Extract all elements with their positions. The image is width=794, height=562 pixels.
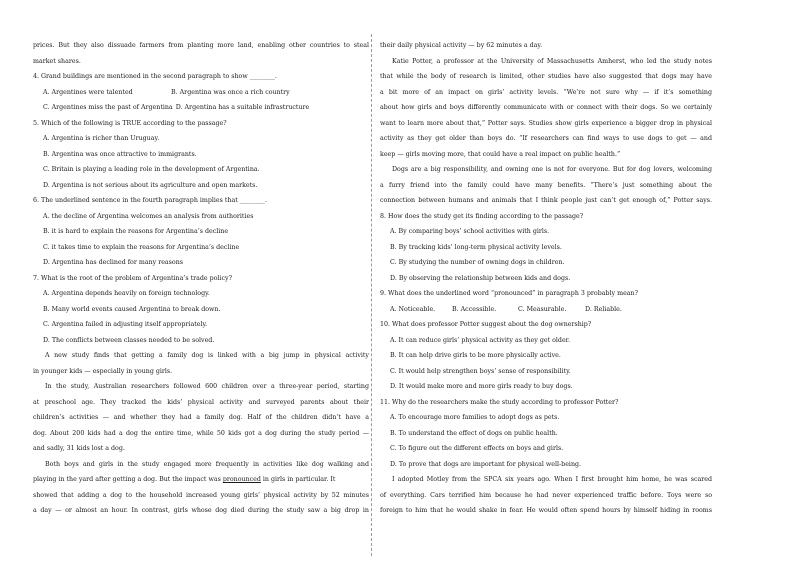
option-b: B. Accessible. xyxy=(452,305,497,313)
text-fragment: playing in the yard after getting a dog. But the impact was xyxy=(33,476,223,483)
question-6-stem: 6. The underlined sentence in the fourth paragraph implies that ________. xyxy=(33,197,267,204)
text-line: Katie Potter, a professor at the University of Massachusetts Amherst, who led the study notes xyxy=(392,57,712,65)
right-column xyxy=(380,38,712,519)
option-b: B. Argentina was once a rich country xyxy=(171,88,290,96)
option-d: D. By observing the relationship between kids and dogs. xyxy=(390,274,571,282)
question-8-stem: 8. How does the study get its finding according to the passage? xyxy=(380,212,584,220)
text-line: their daily physical activity — by 62 minutes a day. xyxy=(380,42,543,49)
option-c: C. Britain is playing a leading role in the development of Argentina. xyxy=(43,166,260,173)
underlined-word: pronounced xyxy=(222,476,261,483)
text-line: Both boys and girls in the study engaged more frequently in activities like dog walking and xyxy=(45,460,369,468)
text-line: showed that adding a dog to the household increased young girls’ physical activity by 52 minutes xyxy=(33,491,369,499)
option-d: D. To prove that dogs are important for physical well-being. xyxy=(390,460,582,468)
text-line: In the study, Australian researchers followed 600 children over a three-year period, starting xyxy=(45,383,369,390)
text-line: a furry friend into the family could have many benefits. “There’s just something about the xyxy=(380,181,712,189)
text-line: of everything. Cars terrified him because he had never experienced traffic before. Toys were so xyxy=(380,491,712,499)
text-line: keep — girls moving more, that could have a real impact on public health.” xyxy=(380,150,621,158)
question-4-options-ab xyxy=(33,85,369,101)
option-a: A. Noticeable. xyxy=(390,305,436,313)
option-c: C. Argentina failed in adjusting itself appropriately. xyxy=(43,321,208,328)
question-4-options-cd xyxy=(33,100,369,116)
text-fragment: in girls in particular. It xyxy=(260,476,336,483)
option-c: C. It would help strengthen boys’ sense of responsibility. xyxy=(390,367,571,375)
option-b: B. Argentina was once attractive to immigrants. xyxy=(43,150,197,158)
text-line: prices. But they also dissuade farmers from planting more land, enabling other countries to steal xyxy=(33,42,369,49)
question-9-options xyxy=(380,302,712,318)
text-line: a bit more of an impact on girls’ activity levels. “We’re not sure why — if it’s something xyxy=(380,88,712,96)
question-5-stem: 5. Which of the following is TRUE according to the passage? xyxy=(33,119,227,127)
text-line: and sadly, 31 kids lost a dog. xyxy=(33,445,125,452)
text-line: dog. About 200 kids had a dog the entire time, while 50 kids got a dog during the study period — xyxy=(33,429,369,437)
option-a: A. By comparing boys’ school activities with girls. xyxy=(390,228,550,235)
text-line: foreign to him that he would shake in fear. He would often spend hours by himself hiding in rooms xyxy=(380,507,712,514)
text-line: a day — or almost an hour. In contrast, girls whose dog died during the study saw a big drop in xyxy=(33,507,369,514)
option-b: B. Many world events caused Argentina to break down. xyxy=(43,305,221,313)
question-4-stem: 4. Grand buildings are mentioned in the second paragraph to show ________. xyxy=(33,73,277,80)
question-9-stem: 9. What does the underlined word “pronounced” in paragraph 3 probably mean? xyxy=(380,290,638,297)
text-line: in younger kids — especially in young girls. xyxy=(33,367,173,375)
column-divider xyxy=(371,34,372,556)
option-a: A. It can reduce girls’ physical activity as they get older. xyxy=(390,336,570,344)
text-line: Dogs are a big responsibility, and owning one is not for everyone. But for dog lovers, welcoming xyxy=(392,166,712,173)
option-c: C. By studying the number of owning dogs in children. xyxy=(390,259,565,266)
option-a: A. Argentina is richer than Uruguay. xyxy=(43,135,160,142)
text-line: activity as they get older than boys do. “If researchers can find ways to use dogs to get — and xyxy=(380,135,712,142)
text-line: at preschool age. They tracked the kids’ physical activity and surveyed parents about their xyxy=(33,398,369,406)
option-d: D. Argentina has a suitable infrastructure xyxy=(175,104,310,111)
option-c: C. To figure out the different effects on boys and girls. xyxy=(390,445,564,452)
option-a: A. Argentina depends heavily on foreign technology. xyxy=(43,290,210,297)
question-11-stem: 11. Why do the researchers make the study according to professor Potter? xyxy=(380,398,619,406)
text-line: A new study finds that getting a family dog is linked with a big jump in physical activity xyxy=(45,352,369,359)
option-d: D. The conflicts between classes needed to be solved. xyxy=(43,336,215,344)
option-c: C. it takes time to explain the reasons for Argentina’s decline xyxy=(43,243,240,251)
option-a: A. Argentines were talented xyxy=(43,88,133,96)
option-d: D. Argentina is not serious about its agriculture and open markets. xyxy=(43,181,258,189)
option-c: C. Argentines miss the past of Argentina xyxy=(43,104,173,111)
text-line: want to learn more about that,” Potter says. Studies show girls experience a bigger drop in physical xyxy=(380,119,712,127)
option-b: B. To understand the effect of dogs on public health. xyxy=(390,429,558,437)
option-d: D. Reliable. xyxy=(585,305,622,313)
option-d: D. Argentina has declined for many reasons xyxy=(43,259,183,266)
text-line: market shares. xyxy=(33,57,81,65)
text-line: I adopted Motley from the SPCA six years ago. When I first brought him home, he was scared xyxy=(392,476,712,483)
option-b: B. it is hard to explain the reasons for Argentina’s decline xyxy=(43,228,229,235)
option-a: A. the decline of Argentina welcomes an analysis from authorities xyxy=(43,212,254,220)
option-b: B. It can help drive girls to be more physically active. xyxy=(390,352,561,359)
text-line: children’s activities — and whether they had a family dog. Half of the children didn’t have a xyxy=(33,414,369,421)
option-c: C. Measurable. xyxy=(518,305,567,313)
text-line: connection between humans and animals that I think people just can’t get enough of,” Potter says. xyxy=(380,197,712,204)
text-line-with-underline xyxy=(33,472,369,488)
question-10-stem: 10. What does professor Potter suggest about the dog ownership? xyxy=(380,321,592,328)
text-line: that while the body of research is limited, other studies have also suggested that dogs may have xyxy=(380,73,712,80)
question-7-stem: 7. What is the root of the problem of Argentina’s trade policy? xyxy=(33,274,232,282)
text-line: about how girls and boys differently communicate with or connect with their dogs. So we certainly xyxy=(380,104,712,111)
left-column xyxy=(33,38,369,519)
option-b: B. By tracking kids’ long-term physical activity levels. xyxy=(390,243,562,251)
option-d: D. It would make more and more girls ready to buy dogs. xyxy=(390,383,573,390)
option-a: A. To encourage more families to adopt dogs as pets. xyxy=(390,414,560,421)
